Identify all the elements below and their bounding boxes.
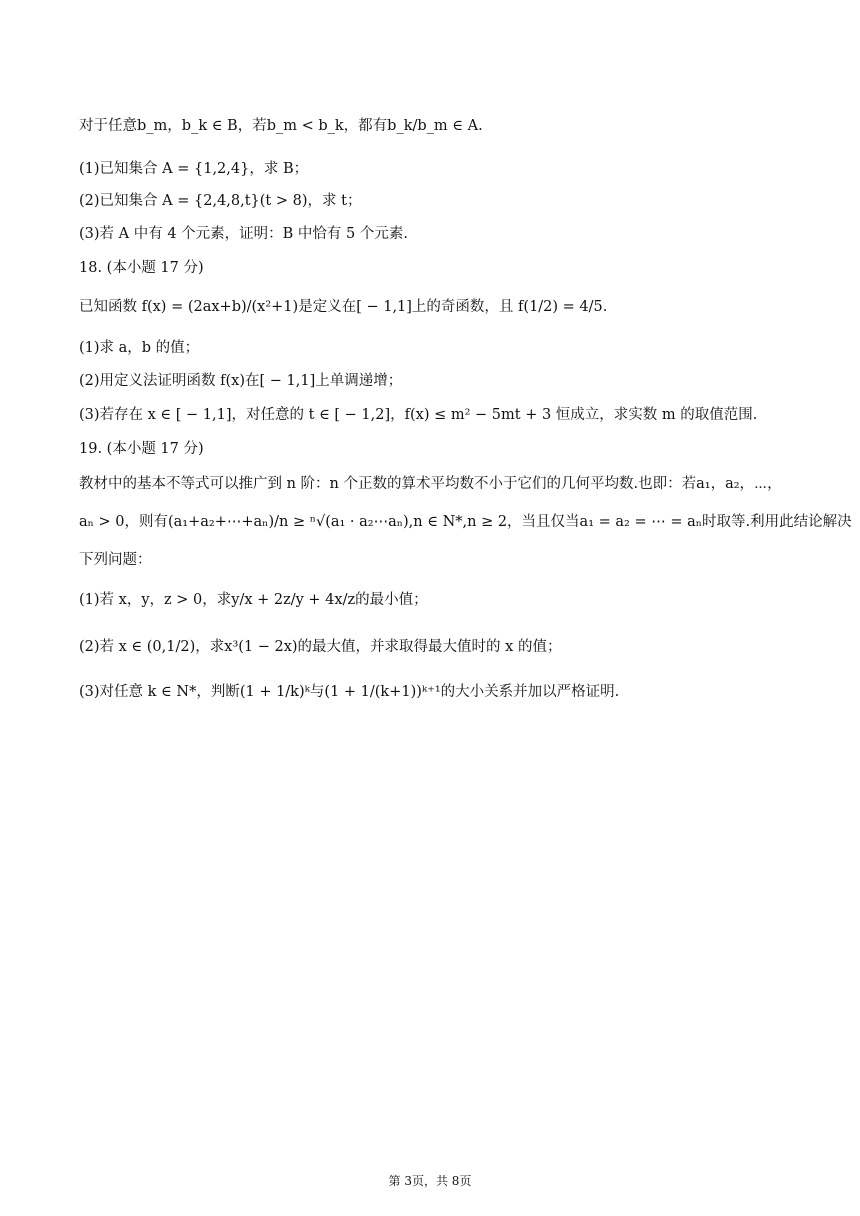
problem-17-part-1: (1)已知集合 A = {1,2,4}，求 B；: [79, 161, 309, 177]
problem-19-statement-3: 下列问题：: [79, 552, 152, 568]
problem-17-condition: 对于任意b_m，b_k ∈ B，若b_m < b_k，都有b_k/b_m ∈ A.: [79, 118, 483, 134]
problem-19-heading: 19. (本小题 17 分): [79, 441, 204, 457]
problem-18-statement: 已知函数 f(x) = (2ax+b)/(x²+1)是定义在[ − 1,1]上的奇函数，且 f(1/2) = 4/5.: [79, 299, 608, 315]
problem-19-statement-2: aₙ > 0，则有(a₁+a₂+⋯+aₙ)/n ≥ ⁿ√(a₁ · a₂⋯aₙ),n ∈ N*,n ≥ 2，当且仅当a₁ = a₂ = ⋯ = aₙ时取等.利用此结论解决: [79, 514, 852, 530]
problem-18-part-2: (2)用定义法证明函数 f(x)在[ − 1,1]上单调递增；: [79, 373, 403, 389]
problem-19-part-3: (3)对任意 k ∈ N*，判断(1 + 1/k)ᵏ与(1 + 1/(k+1))ᵏ⁺¹的大小关系并加以严格证明.: [79, 684, 620, 700]
problem-18-part-3: (3)若存在 x ∈ [ − 1,1]，对任意的 t ∈ [ − 1,2]，f(x) ≤ m² − 5mt + 3 恒成立，求实数 m 的取值范围.: [79, 407, 758, 423]
problem-19-part-2: (2)若 x ∈ (0,1/2)，求x³(1 − 2x)的最大值，并求取得最大值时的 x 的值；: [79, 639, 562, 655]
problem-17-part-3: (3)若 A 中有 4 个元素，证明：B 中恰有 5 个元素.: [79, 226, 408, 242]
problem-19-statement-1: 教材中的基本不等式可以推广到 n 阶：n 个正数的算术平均数不小于它们的几何平均数.也即：若a₁，a₂，⋯，: [79, 476, 782, 492]
problem-18-part-1: (1)求 a，b 的值；: [79, 340, 200, 356]
problem-18-heading: 18. (本小题 17 分): [79, 260, 204, 276]
problem-19-part-1: (1)若 x，y，z > 0，求y/x + 2z/y + 4x/z的最小值；: [79, 592, 428, 608]
problem-17-part-2: (2)已知集合 A = {2,4,8,t}(t > 8)，求 t；: [79, 193, 362, 209]
page-footer: 第 3页，共 8页: [388, 1174, 472, 1188]
